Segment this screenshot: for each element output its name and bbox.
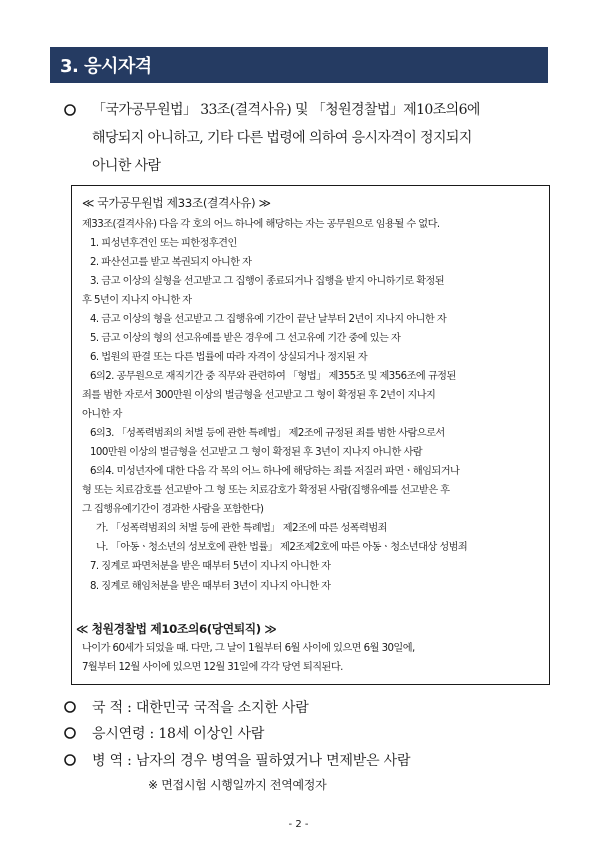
retire-law-heading: ≪ 청원경찰법 제10조의6(당연퇴직) ≫ xyxy=(76,622,277,636)
intro-line: 아니한 사람 xyxy=(92,158,161,174)
intro-paragraph xyxy=(92,96,562,180)
law-line: 6의4. 미성년자에 대한 다음 각 목의 어느 하나에 해당하는 죄를 저질러 파면ㆍ해임되거나 xyxy=(90,466,460,477)
retire-line: 나이가 60세가 되었을 때. 다만, 그 날이 1월부터 6월 사이에 있으면 6월 30일에, xyxy=(82,643,415,654)
law-line: 그 집행유예기간이 경과한 사람을 포함한다) xyxy=(82,504,264,515)
qualification-item-nationality: 국 적 : 대한민국 국적을 소지한 사람 xyxy=(92,700,309,716)
law-line: 4. 금고 이상의 형을 선고받고 그 집행유예 기간이 끝난 날부터 2년이 지나지 아니한 자 xyxy=(90,314,447,325)
page-number: - 2 - xyxy=(288,819,309,830)
law-line: 3. 금고 이상의 실형을 선고받고 그 집행이 종료되거나 집행을 받지 아니하기로 확정된 xyxy=(90,276,445,287)
law-line: 7. 징계로 파면처분을 받은 때부터 5년이 지나지 아니한 자 xyxy=(90,561,331,572)
qualification-item-age: 응시연령 : 18세 이상인 사람 xyxy=(92,726,265,742)
law-line: 나. 「아동ㆍ청소년의 성보호에 관한 법률」 제2조제2호에 따른 아동ㆍ청소년대상 성범죄 xyxy=(96,542,468,553)
hollow-circle-bullet-icon xyxy=(62,102,78,118)
section-title: 3. 응시자격 xyxy=(60,56,152,77)
law-line: 6의2. 공무원으로 재직기간 중 직무와 관련하여 「형법」 제355조 및 제356조에 규정된 xyxy=(90,371,456,382)
law-line: 100만원 이상의 벌금형을 선고받고 그 형이 확정된 후 3년이 지나지 아니한 사람 xyxy=(90,447,423,458)
law-line: 형 또는 치료감호를 선고받아 그 형 또는 치료감호가 확정된 사람(집행유예를 선고받은 후 xyxy=(82,485,450,496)
retire-line: 7월부터 12월 사이에 있으면 12월 31일에 각각 당연 퇴직된다. xyxy=(82,662,343,673)
law-line: 6의3. 「성폭력범죄의 처벌 등에 관한 특례법」 제2조에 규정된 죄를 범한 사람으로서 xyxy=(90,428,445,439)
law-line: 2. 파산선고를 받고 복권되지 아니한 자 xyxy=(90,257,252,268)
law-line: 6. 법원의 판결 또는 다른 법률에 따라 자격이 상실되거나 정지된 자 xyxy=(90,352,368,363)
hollow-circle-bullet-icon xyxy=(62,699,78,715)
law-line: 아니한 자 xyxy=(82,409,122,420)
legal-excerpt-box xyxy=(71,185,550,685)
intro-line: 해당되지 아니하고, 기타 다른 법령에 의하여 응시자격이 정지되지 xyxy=(92,130,472,146)
law-line: 5. 금고 이상의 형의 선고유예를 받은 경우에 그 선고유예 기간 중에 있는 자 xyxy=(90,333,401,344)
law-line: 제33조(결격사유) 다음 각 호의 어느 하나에 해당하는 자는 공무원으로 임용될 수 없다. xyxy=(82,219,440,230)
law-heading: ≪ 국가공무원법 제33조(결격사유) ≫ xyxy=(82,196,271,210)
qualification-item-military: 병 역 : 남자의 경우 병역을 필하였거나 면제받은 사람 xyxy=(92,753,411,769)
law-line: 가. 「성폭력범죄의 처벌 등에 관한 특례법」 제2조에 따른 성폭력범죄 xyxy=(96,523,387,534)
military-note: ※ 면접시험 시행일까지 전역예정자 xyxy=(148,778,327,792)
intro-line: 「국가공무원법」 33조(결격사유) 및 「청원경찰법」제10조의6에 xyxy=(92,102,480,118)
law-line: 1. 피성년후견인 또는 피한정후견인 xyxy=(90,238,237,249)
section-header-bar xyxy=(50,47,548,83)
hollow-circle-bullet-icon xyxy=(62,752,78,768)
law-line: 죄를 범한 자로서 300만원 이상의 벌금형을 선고받고 그 형이 확정된 후 2년이 지나지 xyxy=(82,390,436,401)
law-line: 8. 징계로 해임처분을 받은 때부터 3년이 지나지 아니한 자 xyxy=(90,581,331,592)
law-line: 후 5년이 지나지 아니한 자 xyxy=(82,295,192,306)
hollow-circle-bullet-icon xyxy=(62,725,78,741)
